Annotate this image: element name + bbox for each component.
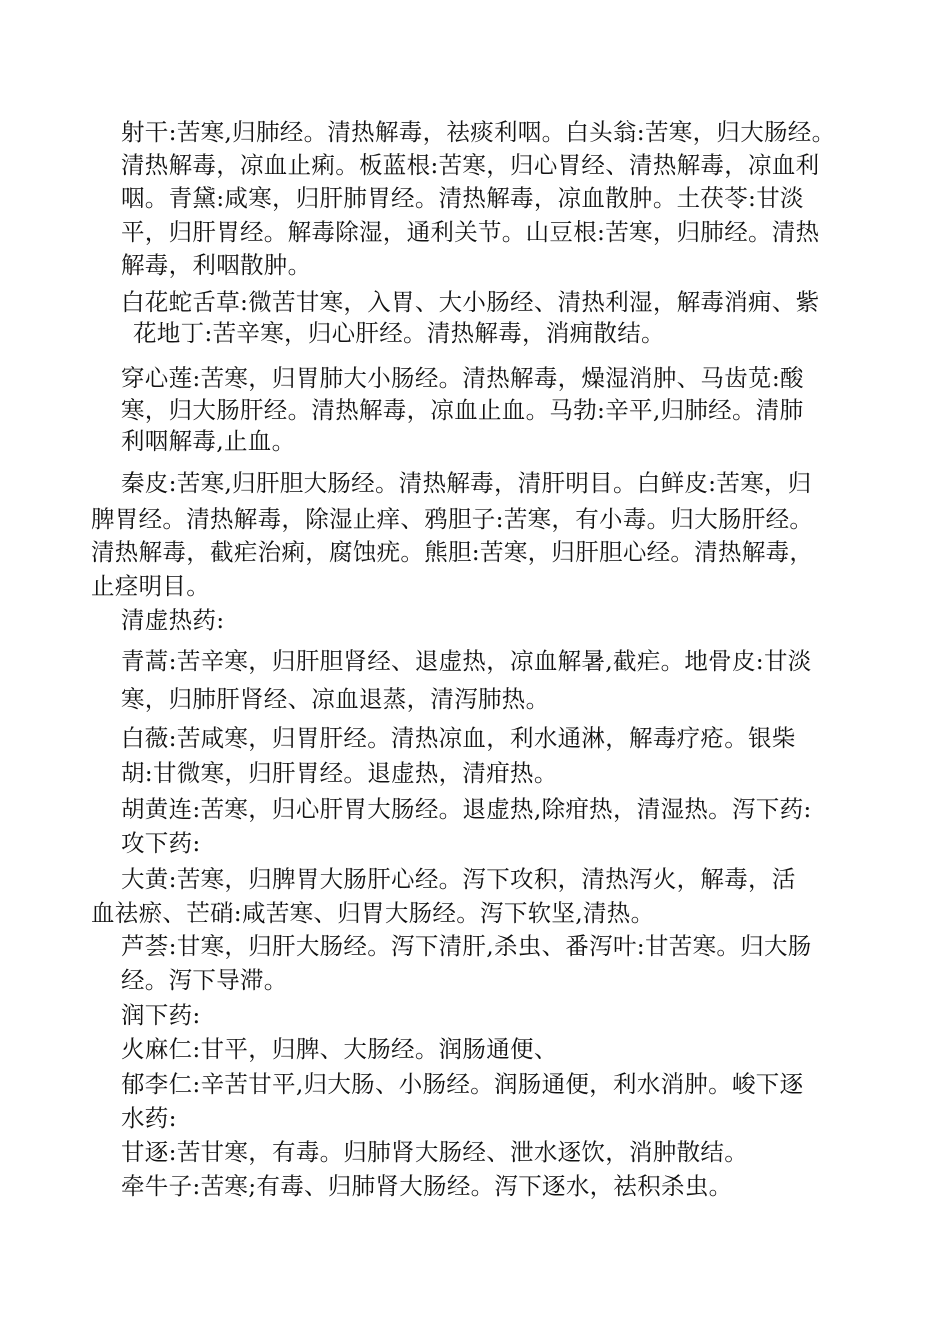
text-line: 解毒，利咽散肿。: [121, 251, 312, 279]
text-line: 火麻仁:甘平，归脾、大肠经。润肠通便、: [121, 1035, 558, 1063]
text-line: 攻下药:: [121, 829, 201, 857]
text-line: 寒，归肺肝肾经、凉血退蒸，清泻肺热。: [121, 685, 550, 713]
text-line: 利咽解毒,止血。: [121, 427, 296, 455]
text-line: 平，归肝胃经。解毒除湿，通利关节。山豆根:苦寒，归肺经。清热: [121, 218, 820, 246]
text-line: 润下药:: [121, 1001, 201, 1029]
text-line: 止痉明目。: [91, 572, 210, 600]
text-line: 秦皮:苦寒,归肝胆大肠经。清热解毒，清肝明目。白鲜皮:苦寒，归: [121, 469, 812, 497]
text-line: 咽。青黛:咸寒，归肝肺胃经。清热解毒，凉血散肿。土茯苓:甘淡: [121, 184, 804, 212]
text-line: 清热解毒，截疟治痢，腐蚀疣。熊胆:苦寒，归肝胆心经。清热解毒，: [91, 538, 814, 566]
text-line: 穿心莲:苦寒，归胃肺大小肠经。清热解毒，燥湿消肿、马齿苋:酸: [121, 364, 804, 392]
text-line: 郁李仁:辛苦甘平,归大肠、小肠经。润肠通便，利水消肿。峻下逐: [121, 1070, 804, 1098]
text-line: 水药:: [121, 1104, 177, 1132]
text-line: 牵牛子:苦寒;有毒、归肺肾大肠经。泻下逐水，祛积杀虫。: [121, 1172, 733, 1200]
text-line: 寒，归大肠肝经。清热解毒，凉血止血。马勃:辛平,归肺经。清肺: [121, 396, 804, 424]
text-line: 芦荟:甘寒，归肝大肠经。泻下清肝,杀虫、番泻叶:甘苦寒。归大肠: [121, 932, 812, 960]
text-line: 清热解毒，凉血止痢。板蓝根:苦寒，归心胃经、清热解毒，凉血利: [121, 151, 820, 179]
text-line: 脾胃经。清热解毒，除湿止痒、鸦胆子:苦寒，有小毒。归大肠肝经。: [91, 505, 814, 533]
text-line: 花地丁:苦辛寒，归心肝经。清热解毒，消痈散结。: [133, 319, 665, 347]
text-line: 胡:甘微寒，归肝胃经。退虚热，清疳热。: [121, 759, 558, 787]
text-line: 经。泻下导滞。: [121, 966, 288, 994]
text-line: 射干:苦寒,归肺经。清热解毒，祛痰利咽。白头翁:苦寒，归大肠经。: [121, 118, 836, 146]
text-line: 胡黄连:苦寒，归心肝胃大肠经。退虚热,除疳热，清湿热。泻下药:: [121, 795, 812, 823]
text-line: 白薇:苦咸寒，归胃肝经。清热凉血，利水通淋，解毒疗疮。银柴: [121, 724, 796, 752]
text-line: 大黄:苦寒，归脾胃大肠肝心经。泻下攻积，清热泻火，解毒，活: [121, 865, 796, 893]
text-line: 青蒿:苦辛寒，归肝胆肾经、退虚热，凉血解暑,截疟。地骨皮:甘淡: [121, 647, 812, 675]
text-line: 血祛瘀、芒硝:咸苦寒、归胃大肠经。泻下软坚,清热。: [91, 899, 655, 927]
text-line: 清虚热药:: [121, 606, 225, 634]
text-line: 甘逐:苦甘寒，有毒。归肺肾大肠经、泄水逐饮，消肿散结。: [121, 1138, 749, 1166]
text-line: 白花蛇舌草:微苦甘寒，入胃、大小肠经、清热利湿，解毒消痈、紫: [121, 288, 820, 316]
